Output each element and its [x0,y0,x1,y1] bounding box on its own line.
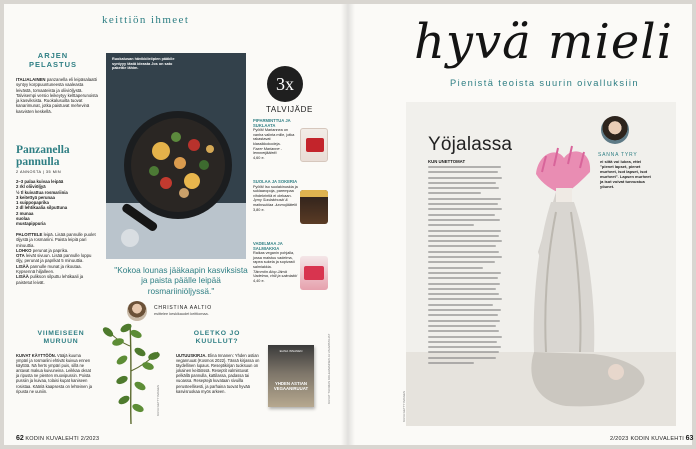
viimeiseen-text [16,353,94,394]
talvijade-item [253,242,298,283]
ingredient-item: 1 suippopaprika [16,200,49,206]
item-source: Fazer Marianne -lemmetjäätelö [253,146,282,156]
icecream-tub-vadelma [300,256,328,290]
step-keyword: LOHKO [16,247,32,253]
script-title: hyvä mieli [414,14,673,70]
item-body: Raikas veganin pohjalla, jossa maistuu vadelma, rapea sukela ja sopivasti salmiakkia. [253,251,295,269]
item-body: Pyöfä! Iso suolakinuskia ja suklaaropoja, parempaa vihdekrintiä ei olekaan. [253,184,298,198]
step-keyword: LISÄÄ [16,274,29,280]
viimeiseen-lead: KUIVAT KÄYTTÖÖN. [16,353,56,358]
item-title: VADELMAA JA SALMIAKKIA [253,241,283,251]
book-cover-author: ELINA INNANEN [279,349,303,353]
magazine-name-right: 2/2023 KODIN KUVALEHTI [610,436,685,442]
ingredient-item: 2 munaa [16,210,34,216]
viimeiseen-body: Vääjä kuuma ympäri ja rosmariini ehtivät kuivua ennen käyttöä. Nä herts ympäri puis, sillä ne antavat makua kuivuneina. Leikkaa oksat ja ripusta ne pienten muovipussin. Poista pussiin ja kuivaa, tolaisi kupat kaniseen rosistaa. Kääriä kaapsesta on lehteinen ja ripusta ne uuniin. [16,353,93,394]
photo-credit-products: KUVAT TUOMAS KOLEHMAINEN JA VALMISTAJAT [327,333,331,404]
oletko-body: Elina Innanen: Yhden astian veganruuat (Kosmos 2022). Tässä kirjassa on täydellinen lupaus. Reseptikirjan tuoksuun on jokainen keittiössä. Reseptit valmistuvat pelkällä pannulla, kattilassa, padassa tai vuoassa. Reseptejä kuvataan sivuilla perusteellisesti, ja parhaina tuovat hyvää kasvisruokaa myös arkeen. [176,353,260,394]
step-text: leivät sivuun. Lisää pannulle loppu öljy, perunat ja paprikat 5 minuuttia. [16,253,92,264]
pull-quote: "Kokoa lounas jääkaapin kasviksista ja paista päälle leipää rosmariiniöljyssä." [114,265,248,296]
photo-credit-right: KUVA GETTY IMAGES [402,390,406,422]
article-lead [428,159,465,164]
step-keyword: LISÄÄ [16,263,29,269]
viimeiseen-heading: VIIMEISEEN MURUUN [37,330,85,345]
badge-label: 3x [276,74,294,94]
footer-left [16,435,99,442]
talvijade-item [253,119,298,160]
recipe-title-line2: pannulla [16,156,60,168]
step-text: perunat ja paprika. [31,247,69,253]
subtitle: Pienistä teoista suurin oivalluksiin [450,78,639,88]
arjen-intro [16,77,98,114]
quote-author-role: esittelee keskikaudet keittiomaa. [154,312,209,316]
article-title: Yöjalassa [428,134,513,155]
talvijade-heading: TALVIJÄDE [266,105,313,114]
icecream-tub-jymy [300,190,328,224]
ingredient-list [16,179,100,227]
ingredient-item: ½ tl kuivattua rosmariinia [16,189,68,195]
step-keyword: PALOITTELE [16,232,43,237]
book-cover-title: YHDEN ASTIAN VEGAANIRUUAT [273,381,309,391]
photo-caption: Ruokalusan hävikkileiipien pääklle syntyyy tästä ideasta Jos on sato pakettie lähim. [112,57,175,71]
recipe-step [16,264,98,275]
item-body: Pyöfä! Mariannea on vanha valinta mille, jotka rakastavat klassikkokodeja. [253,128,295,146]
oletko-lead: UUTUUSKIRJA. [176,353,207,358]
item-price: 4,60 e. [253,155,265,160]
talvijade-item [253,180,298,212]
pan-illustration [106,53,246,259]
author-photo [601,116,629,144]
recipe-step [16,232,98,248]
recipe-meta: 2 ANNOSTA | 35 MIN [16,170,62,174]
ingredient-item: mustapippuria [16,221,46,227]
quote-author: CHRISTINA AALTIO [154,305,212,311]
step-text: leipä. Lisää pannulle puolet öljystä ja rosmariini. Paista leipiä pari minuuttia. [16,232,96,248]
item-source: Jymy Suolakinuski & maitosuklaa -luomujäätelö [253,198,298,207]
item-title: PIPARMINTTUA JA SUKLAATA [253,118,291,128]
item-price: 3,80 e. [253,207,265,212]
ingredient-item: 2 rkl oliiviöljyä [16,184,46,190]
recipe-steps [16,232,98,285]
item-source: Tämmön Alop Jämä Vadelma, chili ja salmiakki [253,269,298,279]
oletko-text [176,353,260,394]
item-title: SUOLAA JA SOKERIA [253,179,298,184]
left-page [4,4,348,445]
author-bio: ei siitä voi lukea, ettei "pienet lapset, pienet murheet, isot lapset, isot murheet". Lapsen murheet ja isot voivat tunnustua yöunet. [600,159,651,189]
article-body-text [428,166,504,367]
ingredient-item: suolaa [16,216,30,222]
footer-right [610,435,693,442]
magazine-name-left: KODIN KUVALEHTI 2/2023 [25,436,100,442]
arjen-intro-lead: ITALIALAINEN [16,77,46,82]
author-name: SANNA TYRY [598,152,638,158]
page-number-left: 62 [16,435,24,442]
right-page [348,4,692,445]
ingredient-item: 2–3 palaa kuivaa leipää [16,179,64,184]
arjen-intro-text: panzanella eli leipäsalaatti syntyy korppuuntuneesta vaaleasta leivästä, tomaateista ja oliiviöljystä. Talvisempi versio leikeytyy kelttaperunoista ja kasviksista. Ruokalusuilta tuovat kanarimunat, jotka paistuvat mehevinä kasvisten keskellä. [16,77,98,114]
section-title: keittiön ihmeet [102,14,190,26]
arjen-heading: ARJEN PELASTUS [28,51,77,69]
step-keyword: OTA [16,253,25,259]
article-lead-label: KUN UNETTOMAT [428,159,466,164]
icecream-tub-marianne [300,128,328,162]
page-number-right: 63 [685,435,694,442]
ingredient-item: 2 dl lehtikaalia silputtuna [16,205,68,211]
spine-shadow [341,4,355,445]
step-text: pulikson silputtu lehtikaali ja paistetut leivät. [16,274,84,285]
ingredient-item: 3 keitettyä perunaa [16,194,55,200]
step-text: pannulle munat ja rikoutaa. Kypsennä hiljalleen. [16,263,82,275]
count-badge [267,66,303,102]
oletko-heading: OLETKO JO KUULLUT? [193,330,241,345]
item-price: 4,40 e. [253,278,265,283]
magazine-spread [4,4,692,445]
recipe-step [16,274,98,285]
pan-photo [106,53,246,259]
book-cover [268,345,314,407]
recipe-step [16,253,98,264]
recipe-title [16,144,70,168]
photo-credit-left: KUVA GETTY IMAGES [156,384,160,416]
recipe-title-line1: Panzanella [16,144,70,156]
